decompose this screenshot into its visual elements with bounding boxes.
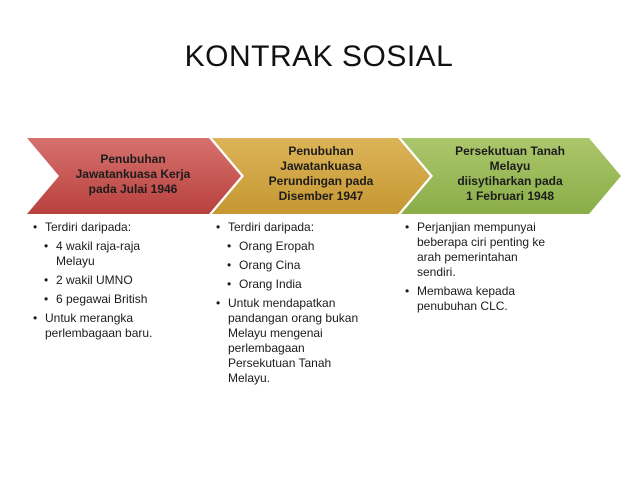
bullet-item: • Orang India xyxy=(227,277,396,292)
bullet-item: • Terdiri daripada: xyxy=(33,220,203,235)
stage-2-label: Penubuhan Jawatankuasa Perundingan pada Disember 1947 xyxy=(268,144,374,203)
stage-3-details xyxy=(405,220,601,314)
bullet-item: • Untuk mendapatkan pandangan orang bukan Melayu mengenai perlembagaan Persekutuan Tanah Melayu. xyxy=(216,296,396,386)
bullet-item: • 2 wakil UMNO xyxy=(44,273,203,288)
bullet-item: • 4 wakil raja-raja Melayu xyxy=(44,239,203,269)
bullet-item: • Orang Eropah xyxy=(227,239,396,254)
bullet-item: • Untuk merangka perlembagaan baru. xyxy=(33,311,203,341)
stage-1-details xyxy=(33,220,203,341)
bullet-item: • Terdiri daripada: xyxy=(216,220,396,235)
stage-3-label: Persekutuan Tanah Melayu diisytiharkan pada 1 Februari 1948 xyxy=(455,144,565,203)
stage-1-label: Penubuhan Jawatankuasa Kerja pada Julai 1946 xyxy=(75,152,191,196)
bullet-item: • 6 pegawai British xyxy=(44,292,203,307)
bullet-item: • Orang Cina xyxy=(227,258,396,273)
stage-2-details xyxy=(216,220,396,386)
slide-title: KONTRAK SOSIAL xyxy=(184,40,454,73)
bullet-item: • Perjanjian mempunyai beberapa ciri penting ke arah pemerintahan sendiri. xyxy=(405,220,601,280)
bullet-item: • Membawa kepada penubuhan CLC. xyxy=(405,284,601,314)
